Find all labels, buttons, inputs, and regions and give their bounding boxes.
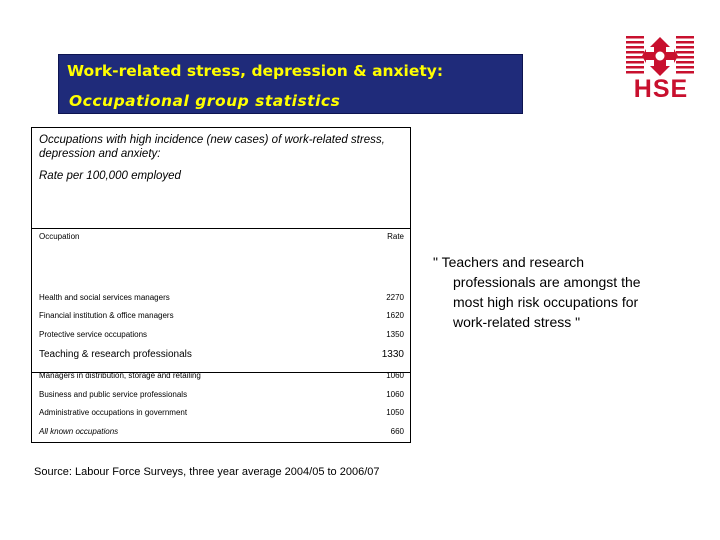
quote-line: " Teachers and research bbox=[433, 254, 585, 270]
row-rate: 2270 bbox=[386, 293, 404, 302]
title-banner bbox=[58, 54, 523, 114]
table-row bbox=[39, 309, 404, 323]
slide-title: Work-related stress, depression & anxiety: bbox=[67, 62, 444, 80]
table-header-section bbox=[32, 128, 410, 229]
column-header-occupation: Occupation bbox=[39, 232, 80, 241]
row-rate: 1050 bbox=[386, 408, 404, 417]
row-occupation: Protective service occupations bbox=[39, 330, 148, 339]
column-header-rate: Rate bbox=[387, 232, 404, 241]
row-rate: 1330 bbox=[381, 349, 404, 360]
row-occupation: Business and public service professionals bbox=[39, 390, 188, 399]
quote-line: most high risk occupations for bbox=[453, 294, 639, 310]
table-row bbox=[39, 369, 404, 383]
table-row-total bbox=[39, 425, 404, 439]
logo-text: HSE bbox=[633, 75, 689, 103]
rate-unit-label: Rate per 100,000 employed bbox=[39, 170, 181, 182]
table-intro: Occupations with high incidence (new cases) of work-related stress, depression and anxiety: bbox=[39, 134, 385, 160]
row-rate: 1620 bbox=[386, 311, 404, 320]
hse-logo bbox=[622, 36, 698, 102]
row-rate: 660 bbox=[390, 427, 404, 436]
source-note: Source: Labour Force Surveys, three year average 2004/05 to 2006/07 bbox=[34, 466, 380, 478]
table-row bbox=[39, 328, 404, 342]
row-rate: 1060 bbox=[386, 390, 404, 399]
statistics-table bbox=[31, 127, 411, 443]
row-occupation: Financial institution & office managers bbox=[39, 311, 174, 320]
slide-subtitle: Occupational group statistics bbox=[69, 92, 341, 110]
row-occupation: Administrative occupations in government bbox=[39, 408, 188, 417]
table-row bbox=[39, 348, 404, 362]
table-row bbox=[39, 291, 404, 305]
quote-line: professionals are amongst the bbox=[453, 274, 641, 290]
table-row bbox=[39, 388, 404, 402]
row-occupation: All known occupations bbox=[39, 427, 119, 436]
row-rate: 1060 bbox=[386, 371, 404, 380]
table-row bbox=[39, 406, 404, 420]
row-occupation: Managers in distribution, storage and retailing bbox=[39, 371, 201, 380]
quote-line: work-related stress " bbox=[453, 314, 581, 330]
quote-callout bbox=[433, 252, 681, 332]
row-occupation: Teaching & research professionals bbox=[39, 349, 192, 360]
row-rate: 1350 bbox=[386, 330, 404, 339]
row-occupation: Health and social services managers bbox=[39, 293, 170, 302]
